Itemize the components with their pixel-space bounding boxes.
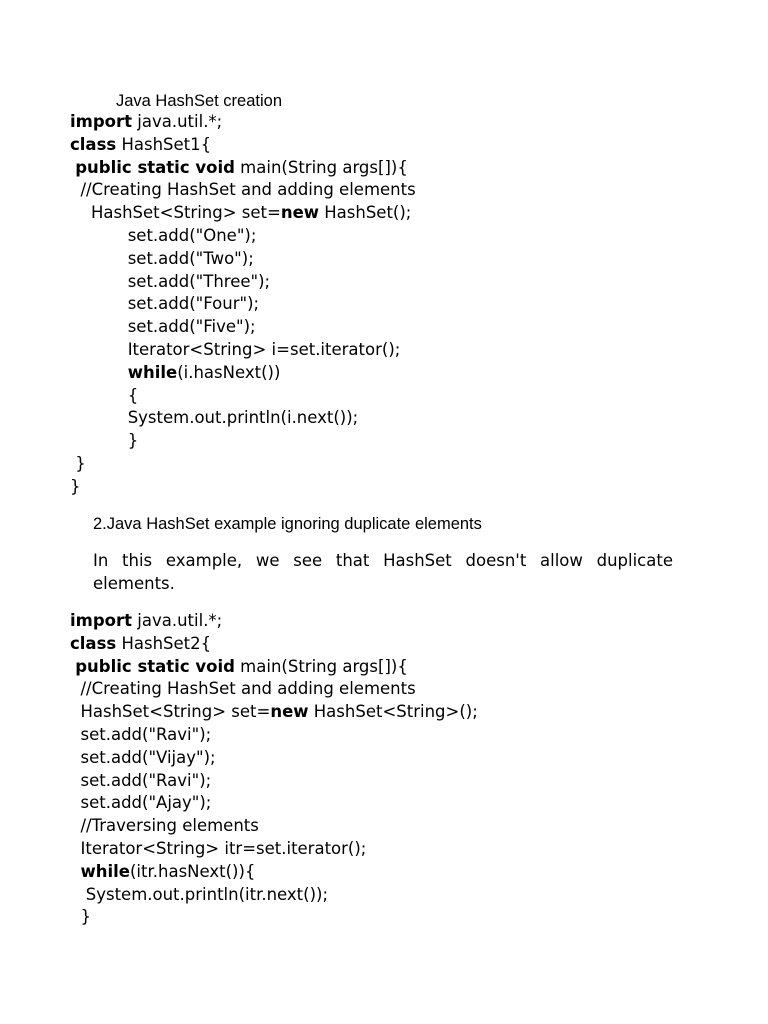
- code-keyword: class: [70, 134, 117, 154]
- code-text: {: [70, 385, 139, 405]
- code-keyword: public static void: [75, 656, 235, 676]
- code-line: [70, 362, 416, 385]
- code-text: set.add("Vijay");: [70, 747, 216, 767]
- code-keyword: public static void: [75, 157, 235, 177]
- code-line: [70, 656, 478, 679]
- code-block-hashset1: [70, 111, 416, 499]
- code-text: set.add("Ajay");: [70, 793, 212, 813]
- code-line: [70, 134, 416, 157]
- code-text: main(String args[]){: [234, 656, 408, 676]
- code-keyword: while: [80, 861, 130, 881]
- code-line: [70, 430, 416, 453]
- code-line: [70, 179, 416, 202]
- code-line: [70, 202, 416, 225]
- code-text: HashSet1{: [116, 134, 212, 154]
- code-keyword: import: [70, 112, 133, 131]
- code-line: [70, 633, 478, 656]
- code-text: System.out.println(i.next());: [70, 408, 359, 428]
- code-line: [70, 861, 478, 884]
- code-line: [70, 906, 478, 929]
- code-text: }: [70, 453, 86, 473]
- code-line: [70, 407, 416, 430]
- code-line: [70, 838, 478, 861]
- code-text: set.add("Three");: [70, 271, 271, 291]
- code-line: [70, 385, 416, 408]
- code-line: [70, 792, 478, 815]
- code-text: HashSet<String> set=: [70, 702, 271, 722]
- code-text: HashSet<String>();: [308, 702, 478, 722]
- code-text: }: [70, 907, 91, 927]
- code-text: main(String args[]){: [234, 157, 408, 177]
- code-text: Iterator<String> i=set.iterator();: [70, 339, 401, 359]
- code-text: HashSet2{: [116, 633, 212, 653]
- code-text: //Traversing elements: [70, 816, 259, 836]
- code-line: [70, 724, 478, 747]
- code-text: set.add("Ravi");: [70, 724, 212, 744]
- code-text: }: [70, 476, 81, 496]
- code-line: [70, 316, 416, 339]
- code-text: System.out.println(itr.next());: [70, 884, 329, 904]
- code-line: [70, 815, 478, 838]
- code-keyword: import: [70, 611, 133, 630]
- code-line: [70, 111, 416, 134]
- code-text: HashSet<String> set=: [70, 203, 281, 223]
- code-text: (i.hasNext()): [177, 362, 281, 382]
- code-text: set.add("Five");: [70, 317, 256, 337]
- code-line: [70, 701, 478, 724]
- code-block-hashset2: [70, 610, 478, 929]
- code-line: [70, 770, 478, 793]
- code-line: [70, 293, 416, 316]
- code-text: set.add("One");: [70, 225, 257, 245]
- code-text: java.util.*;: [132, 112, 223, 131]
- code-text: Iterator<String> itr=set.iterator();: [70, 838, 367, 858]
- code-line: [70, 476, 416, 499]
- section-title-duplicate-elements: 2.Java HashSet example ignoring duplicate elements: [93, 515, 482, 533]
- code-line: [70, 271, 416, 294]
- code-text: set.add("Two");: [70, 248, 254, 268]
- code-line: [70, 339, 416, 362]
- code-text: [70, 862, 81, 881]
- code-text: (itr.hasNext()){: [130, 861, 256, 881]
- code-text: HashSet();: [319, 203, 412, 223]
- section-title-hashset-creation: Java HashSet creation: [116, 92, 283, 110]
- code-line: [70, 678, 478, 701]
- code-keyword: while: [127, 362, 178, 382]
- code-text: //Creating HashSet and adding elements: [70, 679, 416, 699]
- code-line: [70, 225, 416, 248]
- code-line: [70, 747, 478, 770]
- code-line: [70, 157, 416, 180]
- explanation-paragraph: In this example, we see that HashSet doesn't allow duplicate elements.: [93, 551, 673, 593]
- code-text: //Creating HashSet and adding elements: [70, 180, 416, 200]
- code-text: }: [70, 431, 139, 451]
- code-line: [70, 884, 478, 907]
- code-text: set.add("Ravi");: [70, 770, 212, 790]
- code-keyword: new: [280, 203, 320, 223]
- code-keyword: new: [270, 702, 309, 722]
- code-line: [70, 248, 416, 271]
- code-line: [70, 453, 416, 476]
- code-line: [70, 610, 478, 633]
- code-keyword: class: [70, 633, 117, 653]
- code-text: [70, 363, 128, 382]
- code-text: set.add("Four");: [70, 294, 260, 314]
- code-text: java.util.*;: [132, 611, 223, 630]
